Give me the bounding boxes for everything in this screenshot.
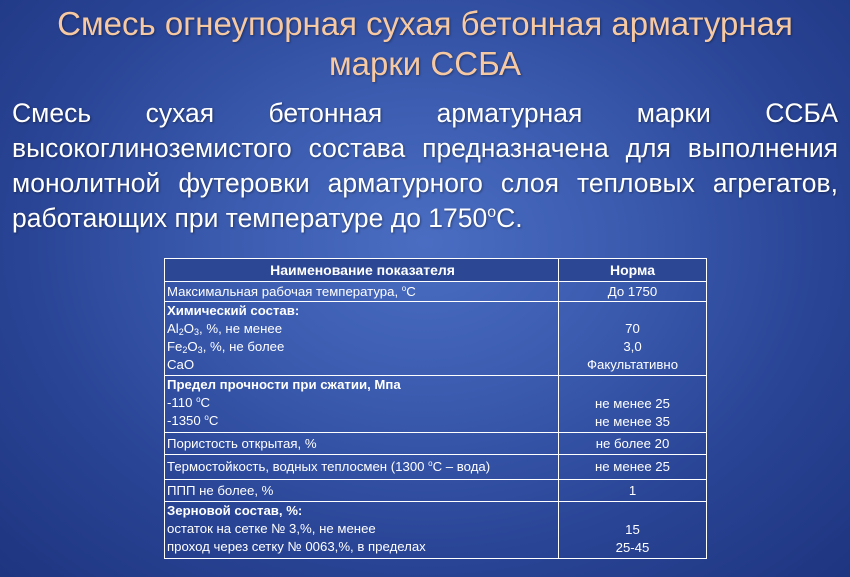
al2o3-value: 70 [625,321,640,336]
strength-110-value: не менее 25 [595,396,670,411]
al2o3-label: $Al_2O_3$, %, не менее [167,321,283,337]
table-row [165,501,706,558]
header-name: Наименование показателя [270,262,455,278]
header-norm: Норма [610,262,655,278]
intro-end: С. [496,203,523,233]
grain-heading: Зерновой состав, %: [167,503,303,518]
thermal-value: не менее 25 [595,459,670,474]
ppp-label: ППП не более, % [167,482,274,498]
table-row [165,432,706,454]
slide-title-line1: Смесь огнеупорная сухая бетонная арматурная [57,5,793,42]
thermal-label: Термостойкость, водных теплосмен (1300 $^о$С – вода) [167,459,491,474]
grain-residue-label: остаток на сетке № 3,%, не менее [167,521,376,536]
porosity-value: не более 20 [595,435,670,451]
table-row [165,479,706,501]
max-temp-label: Максимальная рабочая температура, $^о$С [167,283,416,299]
chem-heading: Химический состав: [167,303,300,318]
slide-title-line2: марки ССБА [328,45,522,82]
grain-residue-value: 15 [625,522,640,537]
table-row [165,281,706,301]
porosity-label: Пористость открытая, % [167,435,317,451]
table-header-row [165,259,706,281]
fe2o3-label: $Fe_2O_3$, %, не более [167,339,285,355]
properties-table [164,258,707,559]
strength-heading: Предел прочности при сжатии, Мпа [167,377,401,392]
slide-title [0,4,850,84]
intro-paragraph [12,96,838,236]
grain-pass-value: 25-45 [615,540,650,555]
fe2o3-value: 3,0 [623,339,642,354]
cao-value: Факультативно [586,357,679,372]
cao-label: CaO [167,357,195,372]
intro-degree: о [487,204,497,221]
strength-1350-label: -1350 $^о$С [167,413,219,428]
strength-110-label: -110 $^о$С [167,395,211,410]
strength-1350-value: не менее 35 [595,414,670,429]
table-row [165,375,706,432]
ppp-value: 1 [628,482,637,498]
table-row [165,301,706,375]
table-row [165,454,706,479]
intro-text: Смесь сухая бетонная арматурная марки ССБА высокоглиноземистого состава предназначена для выполнения монолитной футеровки арматурного слоя тепловых агрегатов, работающих при температуре до 1750 [12,98,838,233]
grain-pass-label: проход через сетку № 0063,%, в пределах [167,539,426,554]
max-temp-value: До 1750 [607,283,658,299]
